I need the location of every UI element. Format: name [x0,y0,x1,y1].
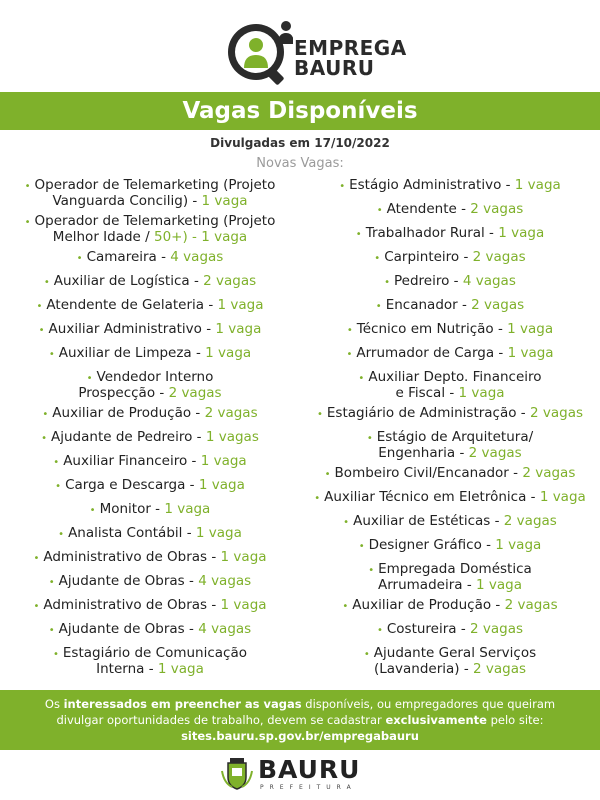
job-list-item [0,502,300,518]
vacancy-count: 1 vaga [164,501,211,517]
page-title: Vagas Disponíveis [0,92,600,130]
vacancy-count: 2 vagas [504,597,558,613]
bullet-icon: • [36,301,43,312]
bullet-icon: • [48,577,55,588]
job-list-item [300,622,600,638]
bullet-icon: • [346,349,353,360]
job-title: Técnico em Nutrição - [356,321,503,337]
logo-line-2: BAURU [294,56,375,80]
job-title-line-1: Estágio de Arquitetura/ [376,429,534,445]
job-title: Auxiliar de Produção - [52,405,201,421]
vacancy-count: 2 vagas [522,465,576,481]
footer-bold: interessados em preencher as vagas [63,697,302,711]
job-list-item [0,370,300,400]
vacancy-count: 1 vaga [514,177,561,193]
job-list-item [0,346,300,362]
footer-text: disponíveis, ou empregadores que queiram [305,697,556,711]
job-list-item [300,406,600,422]
job-list-item [0,322,300,338]
job-title-line-2: Arrumadeira - [378,577,472,593]
vacancy-count: 1 vaga [220,549,267,565]
bullet-icon: • [343,517,350,528]
prefeitura-sub: PREFEITURA [260,784,357,791]
logo-wordmark [294,38,407,78]
job-title-line-1: Empregada Doméstica [378,561,532,577]
job-title: Ajudante de Obras - [58,573,194,589]
job-title-line-1: Operador de Telemarketing (Projeto [34,213,276,229]
job-list-item [0,622,300,638]
job-list-item [0,214,300,244]
bullet-icon: • [358,373,365,384]
job-title-line-1: Estagiário de Comunicação [62,645,247,661]
novas-vagas-label: Novas Vagas: [256,156,344,171]
logo-line-1: EMPREGA [294,36,407,60]
bullet-icon: • [324,469,331,480]
job-list-item [300,430,600,460]
vacancy-count: 2 vagas [473,661,527,677]
bullet-icon: • [89,505,96,516]
job-title-line-1: Auxiliar Depto. Financeiro [368,369,542,385]
vacancy-count: 1 vaga [217,297,264,313]
job-title-line-2: Engenharia - [378,445,465,461]
vacancy-count: 1 vaga [200,453,247,469]
bullet-icon: • [375,301,382,312]
site-link[interactable]: sites.bauru.sp.gov.br/empregabauru [181,729,419,743]
job-list-item [300,514,600,530]
bullet-icon: • [33,601,40,612]
footer-line-2 [0,712,600,728]
bullet-icon: • [342,601,349,612]
job-title: Monitor - [99,501,161,517]
vacancy-count: 2 vagas [470,621,524,637]
vacancy-count: 1 vaga [507,345,554,361]
job-list-item [300,322,600,338]
vacancy-count: 2 vagas [529,405,584,421]
job-list-item [0,574,300,590]
job-list-item [300,598,600,614]
job-title: Atendente - [386,201,466,217]
bullet-icon: • [43,277,50,288]
vacancy-count: 1 vaga [198,477,245,493]
vacancy-count: 2 vagas [471,297,525,313]
vacancy-count: 2 vagas [472,249,526,265]
vacancy-count: 2 vagas [204,405,258,421]
bullet-icon: • [41,433,48,444]
bullet-icon: • [374,253,381,264]
bullet-icon: • [48,625,55,636]
job-title: Estágio Administrativo - [349,177,511,193]
footer-bold: exclusivamente [385,713,487,727]
job-list-item [300,346,600,362]
bullet-icon: • [48,349,55,360]
bullet-icon: • [368,565,375,576]
vacancy-count: 2 vagas [468,445,522,461]
job-title-line-2: Prospecção - [78,385,165,401]
bullet-icon: • [24,181,31,192]
header [0,0,600,92]
vacancy-count: 1 vaga [498,225,545,241]
vacancy-count: 2 vagas [503,513,557,529]
bullet-icon: • [53,457,60,468]
job-title: Carga e Descarga - [65,477,195,493]
job-title: Auxiliar Financeiro - [63,453,197,469]
job-title-line-1: Vendedor Interno [96,369,214,385]
bullet-icon: • [38,325,45,336]
job-title: Auxiliar de Logística - [53,273,199,289]
job-title-line-1: Operador de Telemarketing (Projeto [34,177,276,193]
vacancy-count: 4 vagas [170,249,224,265]
job-title: Auxiliar Administrativo - [48,321,212,337]
bullet-icon: • [346,325,353,336]
job-title: Costureira - [386,621,466,637]
footer-info [0,690,600,750]
vacancy-count: 1 vaga [157,661,204,677]
job-list-item [0,274,300,290]
job-title-line-2: e Fiscal - [395,385,455,401]
vacancy-count: 2 vagas [203,273,257,289]
footer-text: divulgar oportunidades de trabalho, devem se cadastrar [56,713,382,727]
job-title: Camareira - [86,249,166,265]
bullet-icon: • [384,277,391,288]
bullet-icon: • [55,481,62,492]
job-title-line-1: Ajudante Geral Serviços [373,645,537,661]
job-list-item [300,226,600,242]
job-list-item [0,598,300,614]
published-date: Divulgadas em 17/10/2022 [210,136,390,150]
crest-icon [220,757,254,791]
job-list-item [300,178,600,194]
job-list-item [0,406,300,422]
job-list-item [0,298,300,314]
job-list-item [0,526,300,542]
job-list-item [300,274,600,290]
job-title-line-2: (Lavanderia) - [373,661,469,677]
vacancy-count: 4 vagas [462,273,516,289]
job-title-highlight: 50+) - [154,229,197,245]
bullet-icon: • [316,409,323,420]
job-title: Auxiliar de Produção - [352,597,501,613]
job-title-line-2: Melhor Idade / [52,229,150,245]
job-title: Pedreiro - [394,273,459,289]
vacancy-count: 1 vaga [220,597,267,613]
vacancy-count: 1 vaga [201,193,248,209]
job-list-item [0,454,300,470]
prefeitura-logo [220,755,390,795]
job-list-item [300,538,600,554]
job-title: Administrativo de Obras - [43,597,217,613]
job-title: Administrativo de Obras - [43,549,217,565]
bullet-icon: • [376,625,383,636]
bullet-icon: • [363,649,370,660]
bullet-icon: • [58,529,65,540]
bullet-icon: • [42,409,49,420]
job-list-item [300,562,600,592]
job-title: Auxiliar de Estéticas - [353,513,500,529]
prefeitura-name: BAURU [258,755,361,784]
bullet-icon: • [366,433,373,444]
bullet-icon: • [86,373,93,384]
job-list-item [300,370,600,400]
job-title: Trabalhador Rural - [365,225,494,241]
vacancy-count: 1 vaga [458,385,505,401]
job-title: Ajudante de Obras - [58,621,194,637]
job-title: Estagiário de Administração - [326,405,526,421]
vacancy-count: 1 vaga [195,525,242,541]
job-list-item [300,490,600,506]
job-title: Ajudante de Pedreiro - [51,429,202,445]
vacancy-count: 1 vagas [205,429,259,445]
job-list-item [0,478,300,494]
vacancy-count: 1 vaga [215,321,262,337]
job-list-item [0,250,300,266]
job-title: Bombeiro Civil/Encanador - [334,465,519,481]
job-list-item [0,550,300,566]
footer-url[interactable] [0,728,600,744]
job-title: Designer Gráfico - [368,537,491,553]
bullet-icon: • [339,181,346,192]
job-title: Arrumador de Carga - [356,345,504,361]
vacancy-count: 1 vaga [539,489,586,505]
vacancy-count: 1 vaga [201,229,248,245]
job-list-item [0,646,300,676]
job-title-line-2: Interna - [96,661,154,677]
job-title: Atendente de Gelateria - [46,297,214,313]
job-list-item [300,646,600,676]
job-title: Encanador - [385,297,467,313]
footer-text: Os [44,697,60,711]
vacancy-count: 2 vagas [470,201,524,217]
bullet-icon: • [314,493,321,504]
vacancy-count: 1 vaga [507,321,554,337]
bullet-icon: • [355,229,362,240]
emprega-bauru-logo-icon [223,18,293,88]
job-list-item [0,430,300,446]
job-list-item [300,250,600,266]
job-title: Analista Contábil - [68,525,192,541]
footer-line-1 [0,696,600,712]
bullet-icon: • [76,253,83,264]
bullet-icon: • [24,217,31,228]
vacancy-count: 4 vagas [198,573,252,589]
bullet-icon: • [358,541,365,552]
job-title-line-2: Vanguarda Concilig) - [52,193,198,209]
bullet-icon: • [376,205,383,216]
job-title: Auxiliar Técnico em Eletrônica - [324,489,536,505]
bullet-icon: • [53,649,59,660]
job-list-item [300,298,600,314]
vacancy-count: 1 vaga [476,577,522,593]
vacancy-count: 1 vaga [495,537,542,553]
job-list-item [300,202,600,218]
job-list-item [0,178,300,208]
footer-text: pelo site: [490,713,544,727]
vacancy-count: 1 vaga [205,345,252,361]
vacancy-count: 2 vagas [168,385,222,401]
bullet-icon: • [33,553,40,564]
vacancy-count: 4 vagas [198,621,252,637]
job-title: Auxiliar de Limpeza - [58,345,201,361]
job-list-item [300,466,600,482]
job-title: Carpinteiro - [384,249,469,265]
